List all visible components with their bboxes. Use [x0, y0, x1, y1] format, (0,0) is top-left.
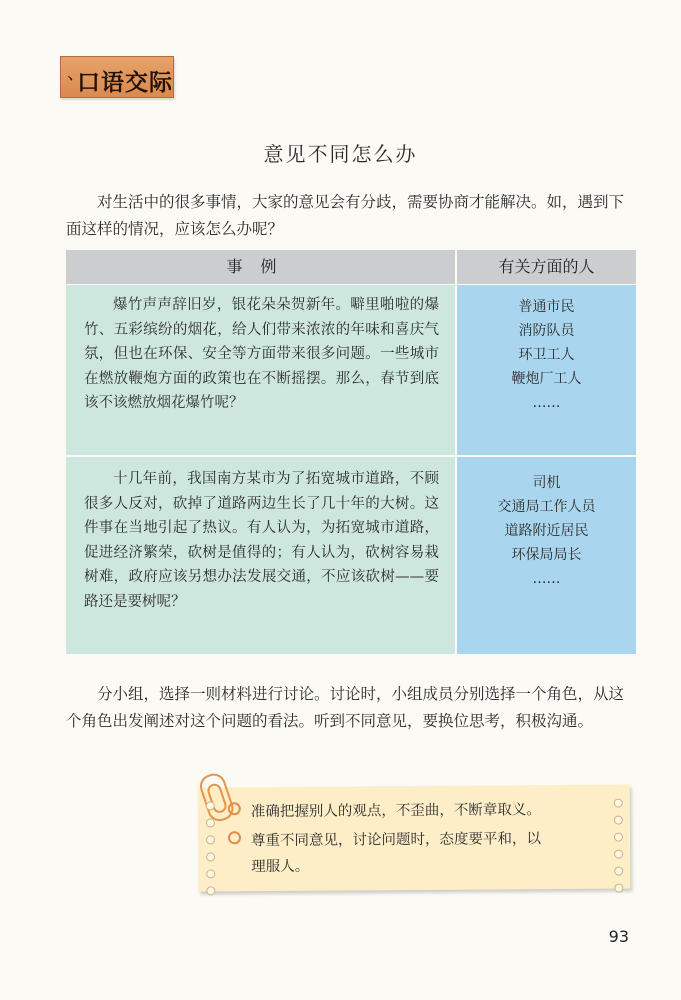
table-header-people: 有关方面的人 — [457, 250, 636, 284]
case-text-fireworks: 爆竹声声辞旧岁，银花朵朵贺新年。噼里啪啦的爆竹、五彩缤纷的烟花，给人们带来浓浓的年味和喜庆气氛，但也在环保、安全等方面带来很多问题。一些城市在燃放鞭炮方面的政策也在不断摇摆。那么，春节到底该不该燃放烟花爆竹呢？ — [84, 297, 439, 411]
tip-item-2 — [228, 826, 604, 881]
binder-holes-left — [206, 801, 215, 895]
section-title: 口语交际 — [77, 70, 173, 96]
table-row-1-people — [457, 285, 636, 455]
page-title: 意见不同怎么办 — [263, 142, 418, 166]
page-number: 93 — [608, 927, 629, 946]
section-banner — [60, 56, 174, 98]
circle-bullet-icon — [228, 802, 241, 815]
table-header-case: 事例 — [66, 250, 455, 284]
tip-text-2: 尊重不同意见，讨论问题时，态度要平和，以 — [250, 831, 542, 850]
list-item: 普通市民 — [518, 299, 575, 315]
tip-text-1: 准确把握别人的观点，不歪曲，不断章取义。 — [250, 802, 541, 821]
banner-dot-icon: 、 — [67, 63, 85, 84]
table-row-1-case — [66, 285, 455, 455]
list-item: 道路附近居民 — [504, 523, 589, 539]
cases-table — [66, 250, 636, 654]
intro-paragraph: 对生活中的很多事情，大家的意见会有分歧，需要协商才能解决。如，遇到下面这样的情况，应该怎么办呢？ — [66, 193, 625, 238]
list-item: …… — [532, 395, 561, 411]
table-row-2-case — [66, 457, 455, 654]
tip-item-1 — [228, 797, 604, 826]
people-list-1 — [457, 295, 636, 415]
table-row-2-people — [457, 457, 636, 654]
list-item: 鞭炮厂工人 — [511, 371, 582, 387]
list-item: 司机 — [532, 475, 561, 491]
tip-text-2-cont: 理服人。 — [251, 858, 310, 876]
binder-holes-right — [614, 799, 623, 893]
list-item: 消防队员 — [518, 323, 575, 339]
case-text-trees: 十几年前，我国南方某市为了拓宽城市道路，不顾很多人反对，砍掉了道路两边生长了几十年的大树。这件事在当地引起了热议。有人认为，为拓宽城市道路，促进经济繁荣，砍树是值得的；有人认为，砍树容易栽树难，政府应该另想办法发展交通，不应该砍树——要路还是要树呢？ — [84, 471, 439, 610]
tip-note — [198, 784, 631, 891]
list-item: …… — [532, 571, 561, 587]
list-item: 环卫工人 — [518, 347, 575, 363]
list-item: 环保局局长 — [511, 547, 582, 563]
people-list-2 — [457, 471, 636, 591]
task-paragraph: 分小组，选择一则材料进行讨论。讨论时，小组成员分别选择一个角色，从这个角色出发阐述对这个问题的看法。听到不同意见，要换位思考，积极沟通。 — [66, 685, 625, 730]
circle-bullet-icon — [228, 831, 241, 844]
list-item: 交通局工作人员 — [497, 499, 596, 515]
